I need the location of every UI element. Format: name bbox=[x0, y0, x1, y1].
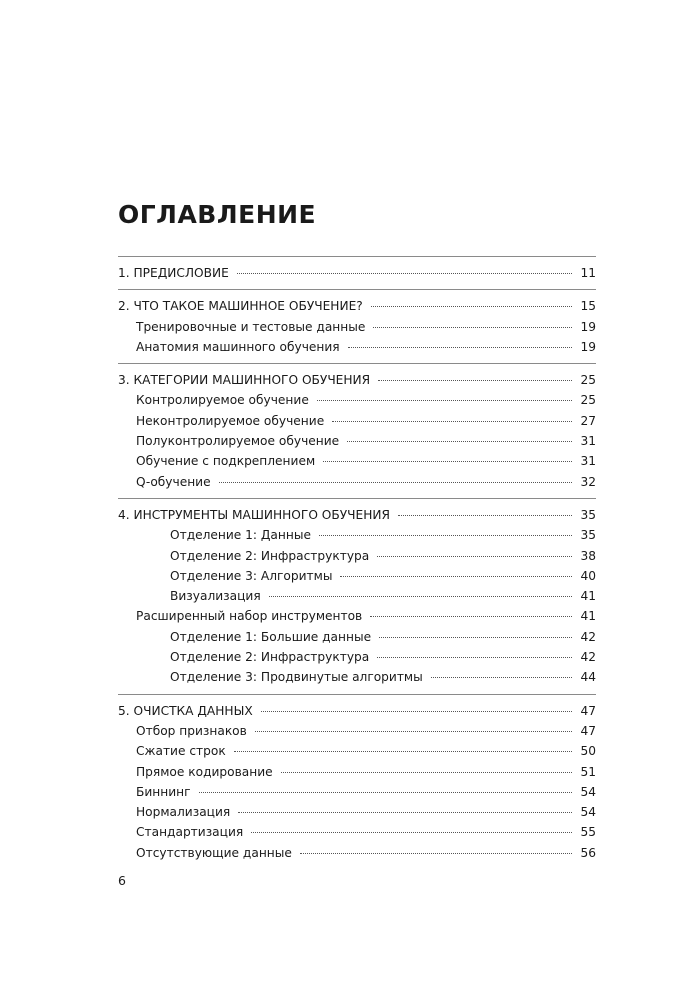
dot-leader bbox=[255, 731, 573, 732]
toc-chapter-entry[interactable] bbox=[118, 370, 596, 390]
toc-section-entry[interactable] bbox=[118, 802, 596, 822]
toc-entry-label: 3. КАТЕГОРИИ МАШИННОГО ОБУЧЕНИЯ bbox=[118, 373, 371, 388]
toc-chapter-entry[interactable] bbox=[118, 263, 596, 283]
dot-leader bbox=[373, 327, 572, 328]
toc-entry-label: Визуализация bbox=[170, 589, 261, 604]
toc-chapter-entry[interactable] bbox=[118, 296, 596, 316]
toc-entry-label: Неконтролируемое обучение bbox=[136, 413, 325, 428]
dot-leader bbox=[234, 751, 573, 752]
toc-entry-page: 50 bbox=[580, 744, 596, 759]
toc-entry-page: 54 bbox=[580, 784, 596, 799]
toc-section-entry[interactable] bbox=[118, 741, 596, 761]
toc-entry-label: Анатомия машинного обучения bbox=[136, 339, 340, 354]
toc-section-entry[interactable] bbox=[118, 667, 596, 687]
toc-section-entry[interactable] bbox=[118, 647, 596, 667]
toc-section-entry[interactable] bbox=[118, 721, 596, 741]
toc-entry-page: 27 bbox=[580, 413, 596, 428]
toc-entry-label: Тренировочные и тестовые данные bbox=[136, 319, 366, 334]
toc-entry-label: 5. ОЧИСТКА ДАННЫХ bbox=[118, 703, 253, 718]
page-title: ОГЛАВЛЕНИЕ bbox=[118, 200, 317, 229]
toc-entry-page: 35 bbox=[580, 528, 596, 543]
toc-entry-page: 42 bbox=[580, 629, 596, 644]
toc-entry-page: 42 bbox=[580, 650, 596, 665]
dot-leader bbox=[378, 380, 572, 381]
toc-entry-page: 32 bbox=[580, 474, 596, 489]
toc-entry-page: 31 bbox=[580, 434, 596, 449]
toc-entry-page: 47 bbox=[580, 703, 596, 718]
toc-entry-page: 41 bbox=[580, 589, 596, 604]
dot-leader bbox=[237, 273, 573, 274]
toc-section-entry[interactable] bbox=[118, 451, 596, 471]
toc-entry-page: 25 bbox=[580, 373, 596, 388]
toc-entry-label: Отделение 3: Продвинутые алгоритмы bbox=[170, 670, 423, 685]
toc-entry-page: 44 bbox=[580, 670, 596, 685]
dot-leader bbox=[269, 596, 573, 597]
dot-leader bbox=[347, 441, 572, 442]
dot-leader bbox=[340, 576, 572, 577]
dot-leader bbox=[319, 535, 573, 536]
toc-entry-label: Полуконтролируемое обучение bbox=[136, 434, 340, 449]
dot-leader bbox=[261, 711, 573, 712]
toc-entry-page: 31 bbox=[580, 454, 596, 469]
dot-leader bbox=[281, 772, 573, 773]
dot-leader bbox=[332, 421, 572, 422]
toc-entry-page: 54 bbox=[580, 805, 596, 820]
dot-leader bbox=[379, 637, 572, 638]
toc-entry-label: Отсутствующие данные bbox=[136, 845, 292, 860]
toc-entry-page: 41 bbox=[580, 609, 596, 624]
toc-entry-label: 1. ПРЕДИСЛОВИЕ bbox=[118, 266, 229, 280]
dot-leader bbox=[238, 812, 572, 813]
toc-entry-label: Отбор признаков bbox=[136, 723, 247, 738]
dot-leader bbox=[348, 347, 573, 348]
toc-section-entry[interactable] bbox=[118, 586, 596, 606]
toc-section-entry[interactable] bbox=[118, 525, 596, 545]
toc-section-entry[interactable] bbox=[118, 472, 596, 492]
toc-section-entry[interactable] bbox=[118, 627, 596, 647]
dot-leader bbox=[323, 461, 572, 462]
dot-leader bbox=[251, 832, 572, 833]
toc-entry-label: Обучение с подкреплением bbox=[136, 454, 316, 469]
toc-entry-page: 19 bbox=[580, 319, 596, 334]
page-number: 6 bbox=[118, 873, 126, 888]
dot-leader bbox=[398, 515, 573, 516]
toc-entry-label: Нормализация bbox=[136, 805, 231, 820]
toc-entry-label: Стандартизация bbox=[136, 825, 244, 840]
toc-section-entry[interactable] bbox=[118, 782, 596, 802]
toc-entry-page: 15 bbox=[580, 299, 596, 314]
dot-leader bbox=[317, 400, 573, 401]
toc-chapter-entry[interactable] bbox=[118, 505, 596, 525]
toc-section-entry[interactable] bbox=[118, 317, 596, 337]
toc-entry-label: Контролируемое обучение bbox=[136, 393, 309, 408]
toc-section-entry[interactable] bbox=[118, 337, 596, 357]
dot-leader bbox=[377, 556, 572, 557]
toc-entry-page: 55 bbox=[580, 825, 596, 840]
toc-entry-label: Отделение 2: Инфраструктура bbox=[170, 548, 370, 563]
toc-section-entry[interactable] bbox=[118, 390, 596, 410]
toc-entry-label: Расширенный набор инструментов bbox=[136, 609, 363, 624]
dot-leader bbox=[300, 853, 573, 854]
toc-section-entry[interactable] bbox=[118, 411, 596, 431]
toc-section-entry[interactable] bbox=[118, 606, 596, 626]
table-of-contents bbox=[118, 256, 596, 863]
toc-entry-page: 11 bbox=[580, 266, 596, 280]
toc-entry-page: 40 bbox=[580, 568, 596, 583]
toc-entry-page: 35 bbox=[580, 507, 596, 522]
toc-chapter-entry[interactable] bbox=[118, 701, 596, 721]
toc-section-entry[interactable] bbox=[118, 546, 596, 566]
dot-leader bbox=[370, 616, 572, 617]
dot-leader bbox=[431, 677, 573, 678]
toc-entry-page: 56 bbox=[580, 845, 596, 860]
toc-entry-label: Q-обучение bbox=[136, 474, 211, 489]
toc-entry-label: 2. ЧТО ТАКОЕ МАШИННОЕ ОБУЧЕНИЕ? bbox=[118, 299, 363, 314]
toc-section-entry[interactable] bbox=[118, 762, 596, 782]
toc-entry-page: 19 bbox=[580, 339, 596, 354]
toc-section-entry[interactable] bbox=[118, 566, 596, 586]
toc-entry-label: Биннинг bbox=[136, 784, 191, 799]
toc-entry-page: 47 bbox=[580, 723, 596, 738]
toc-section-entry[interactable] bbox=[118, 822, 596, 842]
toc-entry-page: 25 bbox=[580, 393, 596, 408]
toc-entry-label: Отделение 1: Данные bbox=[170, 528, 311, 543]
toc-entry-label: Прямое кодирование bbox=[136, 764, 273, 779]
dot-leader bbox=[219, 482, 573, 483]
toc-entry-label: Отделение 2: Инфраструктура bbox=[170, 650, 370, 665]
toc-entry-label: Сжатие строк bbox=[136, 744, 226, 759]
toc-section-entry[interactable] bbox=[118, 431, 596, 451]
toc-entry-page: 51 bbox=[580, 764, 596, 779]
dot-leader bbox=[199, 792, 573, 793]
dot-leader bbox=[377, 657, 572, 658]
toc-section-entry[interactable] bbox=[118, 843, 596, 863]
toc-entry-label: 4. ИНСТРУМЕНТЫ МАШИННОГО ОБУЧЕНИЯ bbox=[118, 507, 390, 522]
dot-leader bbox=[371, 306, 573, 307]
toc-entry-page: 38 bbox=[580, 548, 596, 563]
toc-entry-label: Отделение 1: Большие данные bbox=[170, 629, 372, 644]
toc-entry-label: Отделение 3: Алгоритмы bbox=[170, 568, 333, 583]
